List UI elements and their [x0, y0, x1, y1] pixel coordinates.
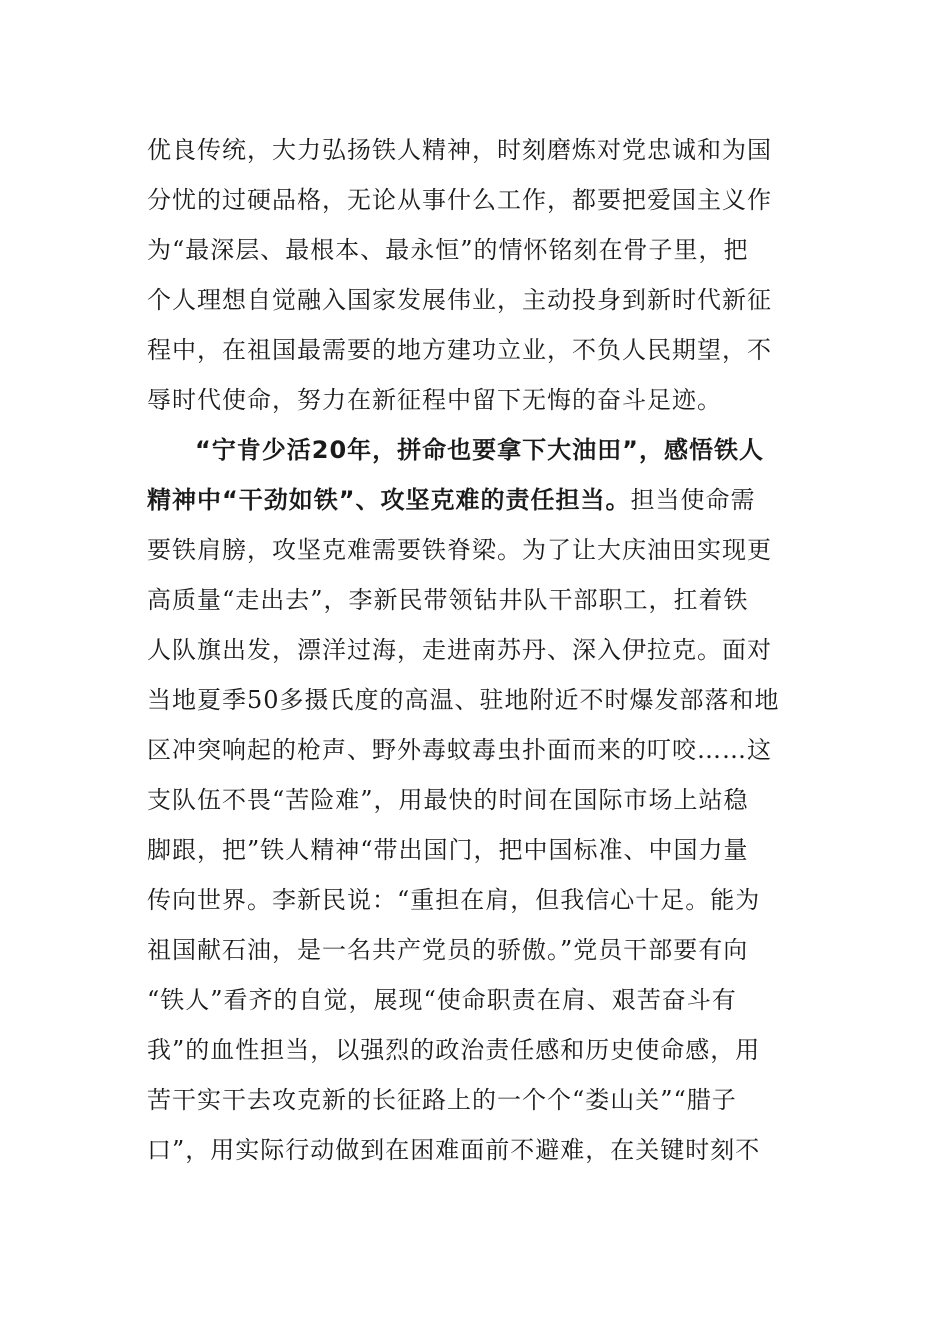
text-line: 人队旗出发，漂洋过海，走进南苏丹、深入伊拉克。面对 — [147, 636, 772, 664]
text-line: 祖国献石油，是一名共产党员的骄傲。”党员干部要有向 — [147, 936, 749, 964]
body-text — [147, 125, 797, 1175]
text-line: 个人理想自觉融入国家发展伟业，主动投身到新时代新征 — [147, 286, 772, 314]
text-line: 传向世界。李新民说：“重担在肩，但我信心十足。能为 — [147, 886, 761, 914]
text-line: “铁人”看齐的自觉，展现“使命职责在肩、艰苦奋斗有 — [147, 986, 737, 1014]
text-line: 分忧的过硬品格，无论从事什么工作，都要把爱国主义作 — [147, 186, 772, 214]
text-line: 要铁肩膀，攻坚克难需要铁脊梁。为了让大庆油田实现更 — [147, 536, 772, 564]
text-line: 口”，用实际行动做到在困难面前不避难，在关键时刻不 — [147, 1136, 761, 1164]
text-line: 支队伍不畏“苦险难”，用最快的时间在国际市场上站稳 — [147, 786, 749, 814]
text-line: 高质量“走出去”，李新民带领钻井队干部职工，扛着铁 — [147, 586, 749, 614]
text-line: 程中，在祖国最需要的地方建功立业，不负人民期望，不 — [147, 336, 772, 364]
heading-continuation-line — [147, 475, 797, 525]
text-line: 苦干实干去攻克新的长征路上的一个个“娄山关”“腊子 — [147, 1086, 737, 1114]
text-line: 我”的血性担当，以强烈的政治责任感和历史使命感，用 — [147, 1036, 761, 1064]
text-line: 当地夏季50多摄氏度的高温、驻地附近不时爆发部落和地 — [147, 686, 780, 714]
section-heading-tail: 精神中“干劲如铁”、攻坚克难的责任担当。 — [147, 486, 631, 514]
text-line: 脚跟，把”铁人精神“带出国门，把中国标准、中国力量 — [147, 836, 749, 864]
section-heading: “宁肯少活20年，拼命也要拿下大油田”，感悟铁人 — [195, 436, 764, 464]
paragraph-start: 担当使命需 — [630, 486, 756, 514]
text-line: 优良传统，大力弘扬铁人精神，时刻磨炼对党忠诚和为国 — [147, 136, 772, 164]
text-line: 为“最深层、最根本、最永恒”的情怀铭刻在骨子里，把 — [147, 236, 749, 264]
text-line: 辱时代使命，努力在新征程中留下无悔的奋斗足迹。 — [147, 386, 722, 414]
text-line: 区冲突响起的枪声、野外毒蚊毒虫扑面而来的叮咬……这 — [147, 736, 772, 764]
